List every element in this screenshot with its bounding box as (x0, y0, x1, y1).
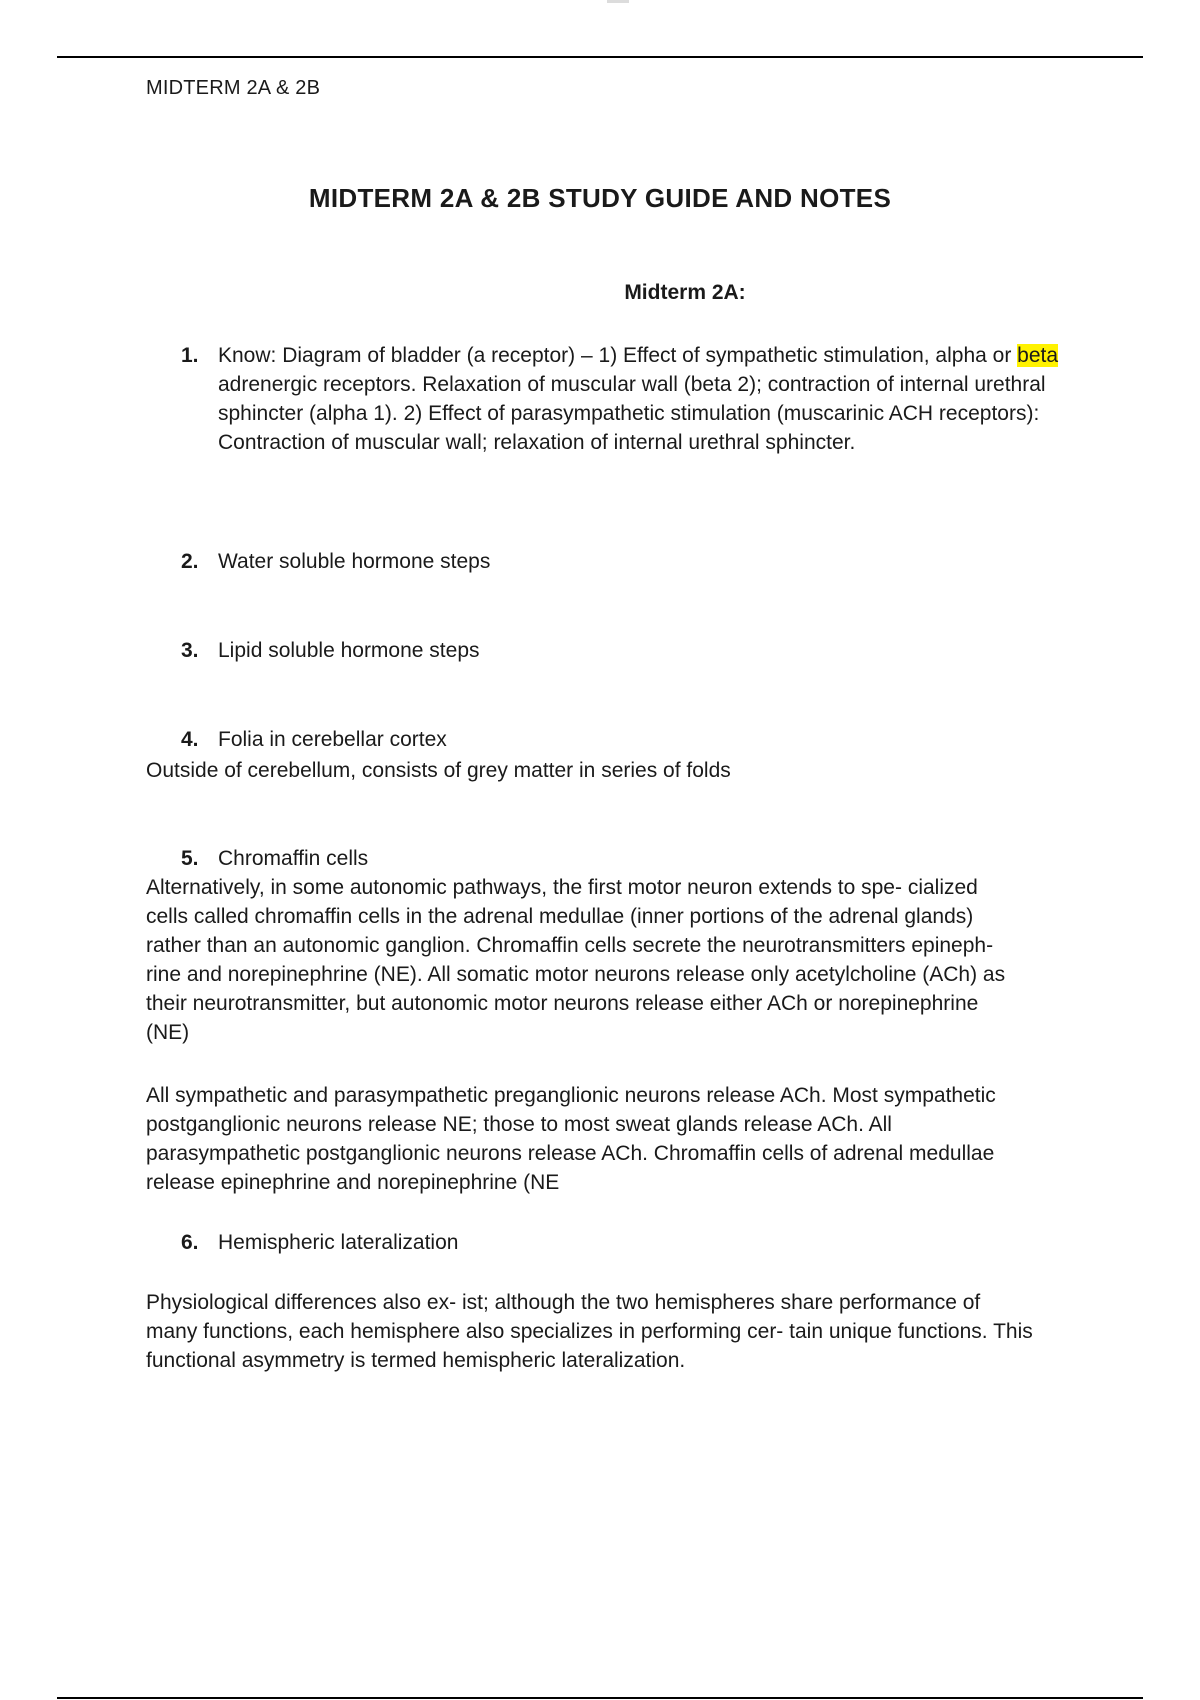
bottom-rule (57, 1697, 1143, 1699)
list-number: 2. (181, 550, 199, 573)
body-line: their neurotransmitter, but autonomic motor neurons release either ACh or norepinephrine (146, 992, 979, 1015)
item-6-body (146, 1288, 1086, 1375)
body-line: parasympathetic postganglionic neurons release ACh. Chromaffin cells of adrenal medullae (146, 1142, 995, 1165)
list-number: 6. (181, 1231, 199, 1254)
highlighted-text: beta (1017, 344, 1059, 367)
section-heading: Midterm 2A: (624, 281, 746, 304)
list-item-1 (146, 341, 1076, 457)
body-line: All sympathetic and parasympathetic preganglionic neurons release ACh. Most sympathetic (146, 1084, 996, 1107)
list-item-text: Water soluble hormone steps (218, 550, 491, 573)
body-line: many functions, each hemisphere also specializes in performing cer- tain unique functions. This (146, 1320, 1033, 1343)
body-line: rather than an autonomic ganglion. Chromaffin cells secrete the neurotransmitters epineph- (146, 934, 994, 957)
list-item-text: Chromaffin cells (218, 847, 369, 870)
body-line: Alternatively, in some autonomic pathways, the first motor neuron extends to spe- cialized (146, 876, 978, 899)
list-item-6 (146, 1228, 1076, 1257)
list-item-5 (146, 844, 1076, 873)
item-4-body (146, 756, 1086, 785)
body-line: cells called chromaffin cells in the adrenal medullae (inner portions of the adrenal glands) (146, 905, 974, 928)
list-number: 1. (181, 344, 199, 367)
list-item-2 (146, 547, 1076, 576)
body-line: Outside of cerebellum, consists of grey matter in series of folds (146, 759, 731, 782)
top-rule (57, 56, 1143, 58)
body-line: functional asymmetry is termed hemispheric lateralization. (146, 1349, 686, 1372)
text-segment: Know: Diagram of bladder (a receptor) – 1) Effect of sympathetic stimulation, alpha or (218, 344, 1018, 367)
text-segment: adrenergic receptors. Relaxation of muscular wall (beta 2); contraction of internal urethral sphincter (alpha 1). 2) Effect of parasympathetic stimulation (muscarinic ACH receptors): Contraction of muscular wall; relaxation of internal urethral sphincter. (218, 373, 1046, 454)
item-5-body-2 (146, 1081, 1086, 1197)
running-header: MIDTERM 2A & 2B (146, 77, 321, 99)
body-line: (NE) (146, 1021, 190, 1044)
item-5-body (146, 873, 1086, 1047)
body-line: rine and norepinephrine (NE). All somatic motor neurons release only acetylcholine (ACh) as (146, 963, 1006, 986)
page-title: MIDTERM 2A & 2B STUDY GUIDE AND NOTES (308, 183, 892, 213)
list-item-text (218, 341, 1068, 457)
body-line: release epinephrine and norepinephrine (NE (146, 1171, 560, 1194)
body-line: Physiological differences also ex- ist; although the two hemispheres share performance of (146, 1291, 981, 1314)
list-item-4 (146, 725, 1076, 754)
list-item-3 (146, 636, 1076, 665)
body-line: postganglionic neurons release NE; those to most sweat glands release ACh. All (146, 1113, 892, 1136)
list-item-text: Lipid soluble hormone steps (218, 639, 480, 662)
list-item-text: Hemispheric lateralization (218, 1231, 459, 1254)
list-number: 5. (181, 847, 199, 870)
header-mark (607, 0, 629, 3)
list-number: 3. (181, 639, 199, 662)
list-item-text: Folia in cerebellar cortex (218, 728, 447, 751)
list-number: 4. (181, 728, 199, 751)
